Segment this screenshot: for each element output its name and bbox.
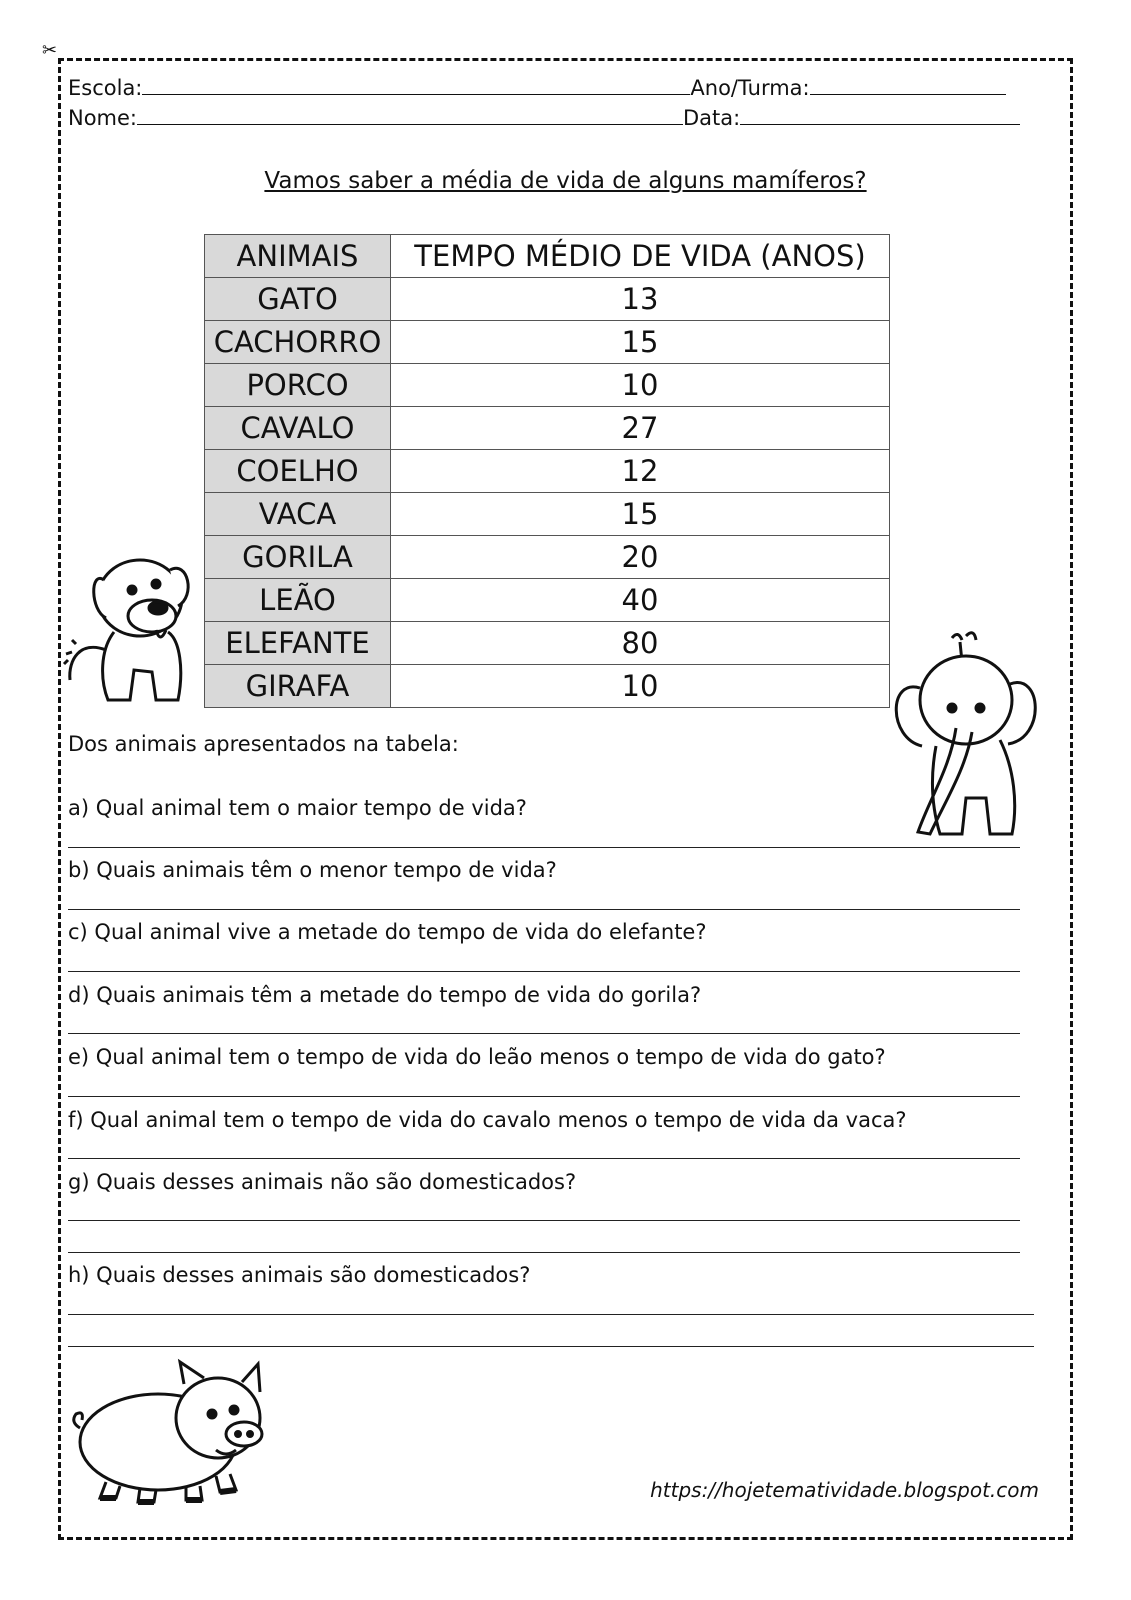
elephant-illustration — [890, 628, 1040, 840]
animal-cell: GORILA — [205, 536, 391, 579]
years-cell: 15 — [391, 321, 890, 364]
pig-illustration — [66, 1358, 276, 1508]
table-row — [205, 450, 890, 493]
answer-line-g2[interactable] — [68, 1252, 1020, 1253]
question-g: g) Quais desses animais não são domesticados? — [68, 1170, 577, 1194]
lifespan-table — [204, 234, 890, 708]
question-c: c) Qual animal vive a metade do tempo de vida do elefante? — [68, 920, 707, 944]
name-field[interactable] — [137, 104, 683, 125]
question-f: f) Qual animal tem o tempo de vida do cavalo menos o tempo de vida da vaca? — [68, 1108, 907, 1132]
table-row — [205, 493, 890, 536]
answer-line-h1[interactable] — [68, 1314, 1034, 1315]
answer-line-b[interactable] — [68, 909, 1020, 910]
years-cell: 27 — [391, 407, 890, 450]
table-row — [205, 665, 890, 708]
answer-line-f[interactable] — [68, 1158, 1020, 1159]
date-field[interactable] — [740, 104, 1020, 125]
school-row — [68, 74, 1006, 100]
name-label: Nome: — [68, 106, 138, 130]
years-cell: 10 — [391, 364, 890, 407]
table-row — [205, 364, 890, 407]
school-field[interactable] — [142, 74, 690, 95]
answer-line-g1[interactable] — [68, 1220, 1020, 1221]
name-row — [68, 104, 1020, 130]
animal-cell: GATO — [205, 278, 391, 321]
table-row — [205, 622, 890, 665]
answer-line-a[interactable] — [68, 847, 1020, 848]
scissors-icon: ✂ — [42, 40, 58, 61]
table-row — [205, 579, 890, 622]
animal-cell: CAVALO — [205, 407, 391, 450]
animal-cell: VACA — [205, 493, 391, 536]
animal-cell: ELEFANTE — [205, 622, 391, 665]
table-row — [205, 321, 890, 364]
animal-cell: LEÃO — [205, 579, 391, 622]
table-header-row — [205, 235, 890, 278]
page-title: Vamos saber a média de vida de alguns mamíferos? — [264, 168, 867, 194]
intro-text: Dos animais apresentados na tabela: — [68, 732, 459, 756]
answer-line-e[interactable] — [68, 1096, 1020, 1097]
question-a: a) Qual animal tem o maior tempo de vida? — [68, 796, 527, 820]
answer-line-c[interactable] — [68, 971, 1020, 972]
table-row — [205, 536, 890, 579]
grade-field[interactable] — [810, 74, 1006, 95]
school-label: Escola: — [68, 76, 143, 100]
years-cell: 12 — [391, 450, 890, 493]
footer-url[interactable]: https://hojetematividade.blogspot.com — [650, 1478, 1039, 1502]
grade-label: Ano/Turma: — [690, 76, 810, 100]
years-cell: 80 — [391, 622, 890, 665]
years-cell: 10 — [391, 665, 890, 708]
animal-cell: CACHORRO — [205, 321, 391, 364]
years-cell: 13 — [391, 278, 890, 321]
animal-cell: COELHO — [205, 450, 391, 493]
answer-line-h2[interactable] — [68, 1346, 1034, 1347]
date-label: Data: — [683, 106, 741, 130]
question-d: d) Quais animais têm a metade do tempo de vida do gorila? — [68, 983, 702, 1007]
years-cell: 20 — [391, 536, 890, 579]
years-cell: 40 — [391, 579, 890, 622]
dog-illustration — [60, 540, 200, 710]
table-row — [205, 278, 890, 321]
animal-cell: GIRAFA — [205, 665, 391, 708]
question-h: h) Quais desses animais são domesticados? — [68, 1263, 531, 1287]
years-cell: 15 — [391, 493, 890, 536]
question-e: e) Qual animal tem o tempo de vida do leão menos o tempo de vida do gato? — [68, 1045, 886, 1069]
table-row — [205, 407, 890, 450]
animal-cell: PORCO — [205, 364, 391, 407]
question-b: b) Quais animais têm o menor tempo de vida? — [68, 858, 557, 882]
header-animals: ANIMAIS — [205, 235, 391, 278]
header-lifespan: TEMPO MÉDIO DE VIDA (ANOS) — [391, 235, 890, 278]
answer-line-d[interactable] — [68, 1033, 1020, 1034]
